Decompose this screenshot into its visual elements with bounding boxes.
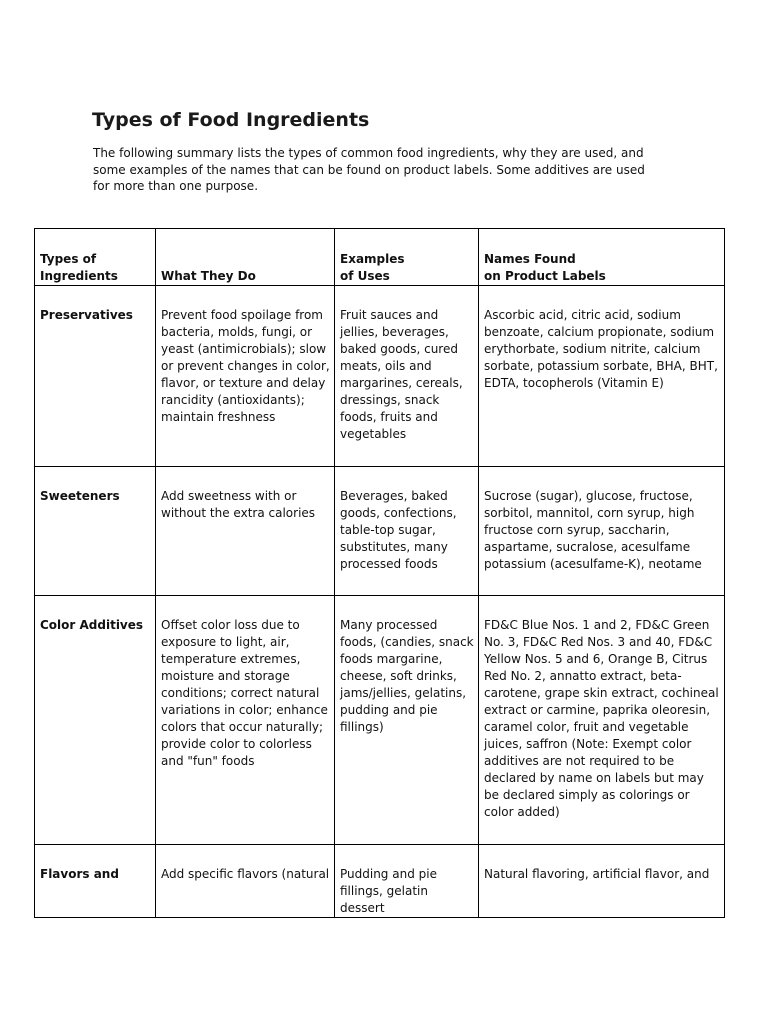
table-row bbox=[35, 467, 725, 596]
header-line: Types of bbox=[40, 252, 97, 266]
table-row bbox=[35, 596, 725, 845]
cell-what: Add sweetness with or without the extra calories bbox=[156, 467, 335, 596]
header-line: of Uses bbox=[340, 269, 390, 283]
table-row bbox=[35, 286, 725, 467]
header-examples bbox=[335, 229, 479, 286]
cell-what: Prevent food spoilage from bacteria, molds, fungi, or yeast (antimicrobials); slow or prevent changes in color, flavor, or texture and delay rancidity (antioxidants); maintain freshness bbox=[156, 286, 335, 467]
header-line: Ingredients bbox=[40, 269, 118, 283]
cell-examples: Many processed foods, (candies, snack foods margarine, cheese, soft drinks, jams/jellies, gelatins, pudding and pie fillings) bbox=[335, 596, 479, 845]
header-types bbox=[35, 229, 156, 286]
cell-type: Sweeteners bbox=[35, 467, 156, 596]
cell-examples: Fruit sauces and jellies, beverages, baked goods, cured meats, oils and margarines, cereals, dressings, snack foods, fruits and vegetables bbox=[335, 286, 479, 467]
cell-what: Offset color loss due to exposure to light, air, temperature extremes, moisture and storage conditions; correct natural variations in color; enhance colors that occur naturally; provide color to colorless and "fun" foods bbox=[156, 596, 335, 845]
header-what bbox=[156, 229, 335, 286]
header-line: What They Do bbox=[161, 269, 256, 283]
cell-what: Add specific flavors (natural bbox=[156, 845, 335, 918]
cell-names: Natural flavoring, artificial flavor, and bbox=[479, 845, 725, 918]
header-names bbox=[479, 229, 725, 286]
header-line bbox=[161, 251, 330, 268]
cell-names: Ascorbic acid, citric acid, sodium benzoate, calcium propionate, sodium erythorbate, sodium nitrite, calcium sorbate, potassium sorbate, BHA, BHT, EDTA, tocopherols (Vitamin E) bbox=[479, 286, 725, 467]
header-line: on Product Labels bbox=[484, 269, 606, 283]
cell-type: Preservatives bbox=[35, 286, 156, 467]
cell-examples: Beverages, baked goods, confections, table-top sugar, substitutes, many processed foods bbox=[335, 467, 479, 596]
ingredients-table bbox=[34, 228, 725, 918]
cell-type: Color Additives bbox=[35, 596, 156, 845]
cell-names: Sucrose (sugar), glucose, fructose, sorbitol, mannitol, corn syrup, high fructose corn syrup, saccharin, aspartame, sucralose, acesulfame potassium (acesulfame-K), neotame bbox=[479, 467, 725, 596]
table-header-row bbox=[35, 229, 725, 286]
table-row bbox=[35, 845, 725, 918]
cell-names: FD&C Blue Nos. 1 and 2, FD&C Green No. 3, FD&C Red Nos. 3 and 40, FD&C Yellow Nos. 5 and 6, Orange B, Citrus Red No. 2, annatto extract, beta-carotene, grape skin extract, cochineal extract or carmine, paprika oleoresin, caramel color, fruit and vegetable juices, saffron (Note: Exempt color additives are not required to be declared by name on labels but may be declared simply as colorings or color added) bbox=[479, 596, 725, 845]
cell-examples: Pudding and pie fillings, gelatin dessert bbox=[335, 845, 479, 918]
header-line: Examples bbox=[340, 252, 405, 266]
intro-paragraph: The following summary lists the types of common food ingredients, why they are used, and some examples of the names that can be found on product labels. Some additives are used for more than one purpose. bbox=[93, 146, 645, 193]
cell-type: Flavors and bbox=[35, 845, 156, 918]
header-line: Names Found bbox=[484, 252, 576, 266]
page-title: Types of Food Ingredients bbox=[92, 109, 370, 131]
